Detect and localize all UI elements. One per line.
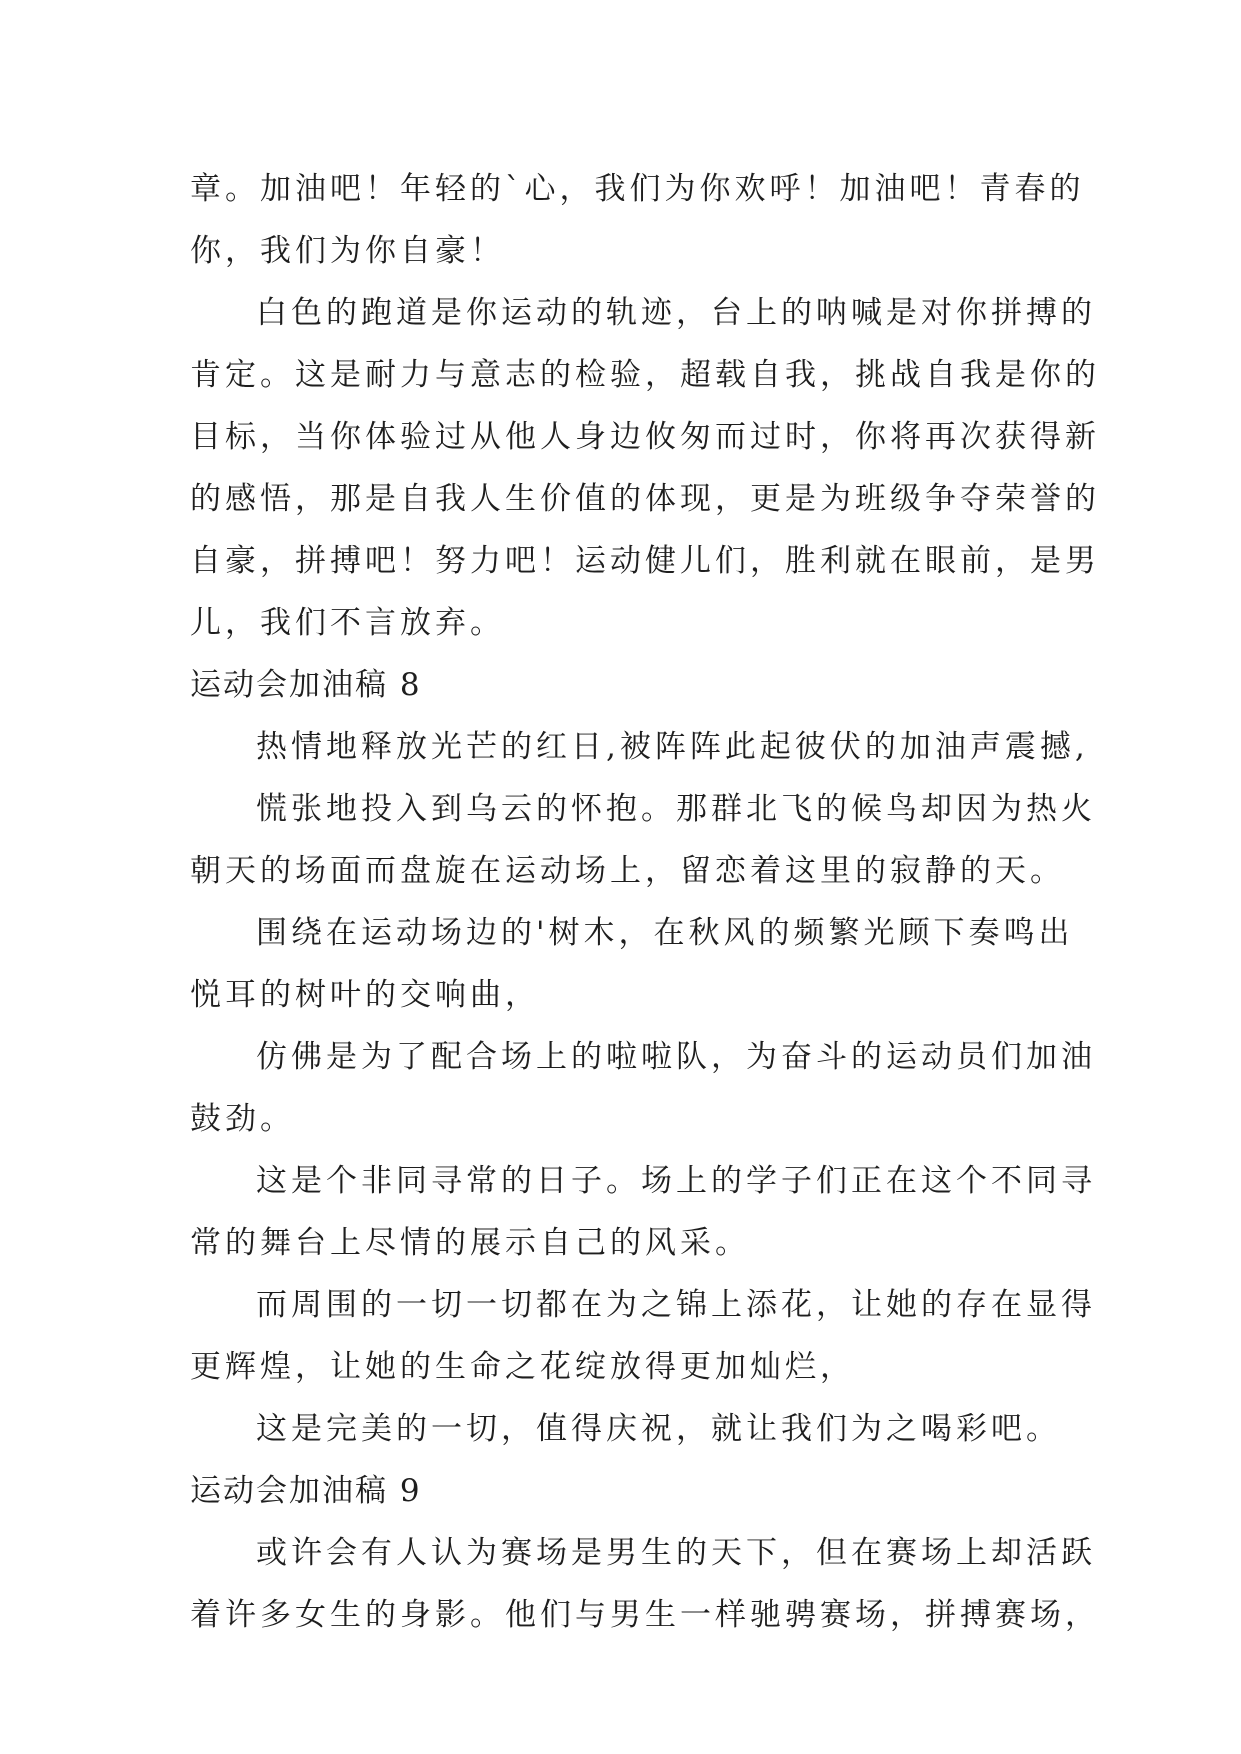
section-heading: 运动会加油稿 9: [190, 1473, 422, 1509]
text-line: 热情地释放光芒的红日,被阵阵此起彼伏的加油声震撼,: [256, 729, 1089, 765]
text-line: 这是完美的一切，值得庆祝，就让我们为之喝彩吧。: [256, 1411, 1061, 1447]
text-line: 或许会有人认为赛场是男生的天下，但在赛场上却活跃: [256, 1535, 1096, 1571]
text-line: 你，我们为你自豪！: [190, 233, 505, 269]
text-line: 慌张地投入到乌云的怀抱。那群北飞的候鸟却因为热火: [256, 791, 1096, 827]
text-line: 目标，当你体验过从他人身边攸匆而过时，你将再次获得新: [190, 419, 1100, 455]
text-line: 常的舞台上尽情的展示自己的风采。: [190, 1225, 750, 1261]
text-line: 鼓劲。: [190, 1101, 295, 1137]
text-line: 更辉煌，让她的生命之花绽放得更加灿烂，: [190, 1349, 855, 1385]
text-line: 悦耳的树叶的交响曲，: [190, 977, 540, 1013]
text-line: 朝天的场面而盘旋在运动场上，留恋着这里的寂静的天。: [190, 853, 1065, 889]
text-line: 的感悟，那是自我人生价值的体现，更是为班级争夺荣誉的: [190, 481, 1100, 517]
text-line: 这是个非同寻常的日子。场上的学子们正在这个不同寻: [256, 1163, 1096, 1199]
text-line: 白色的跑道是你运动的轨迹，台上的呐喊是对你拼搏的: [256, 295, 1096, 331]
text-line: 肯定。这是耐力与意志的检验，超载自我，挑战自我是你的: [190, 357, 1100, 393]
document-body: [190, 158, 1100, 1646]
text-line: 自豪，拼搏吧！努力吧！运动健儿们，胜利就在眼前，是男: [190, 543, 1100, 579]
text-line: 围绕在运动场边的'树木，在秋风的频繁光顾下奏鸣出: [256, 915, 1074, 951]
text-line: 儿，我们不言放弃。: [190, 605, 505, 641]
text-line: 仿佛是为了配合场上的啦啦队，为奋斗的运动员们加油: [256, 1039, 1096, 1075]
text-line: 着许多女生的身影。他们与男生一样驰骋赛场，拼搏赛场，: [190, 1597, 1100, 1633]
section-heading: 运动会加油稿 8: [190, 667, 422, 703]
text-line: 章。加油吧！年轻的`心，我们为你欢呼！加油吧！青春的: [190, 171, 1085, 207]
text-line: 而周围的一切一切都在为之锦上添花，让她的存在显得: [256, 1287, 1096, 1323]
